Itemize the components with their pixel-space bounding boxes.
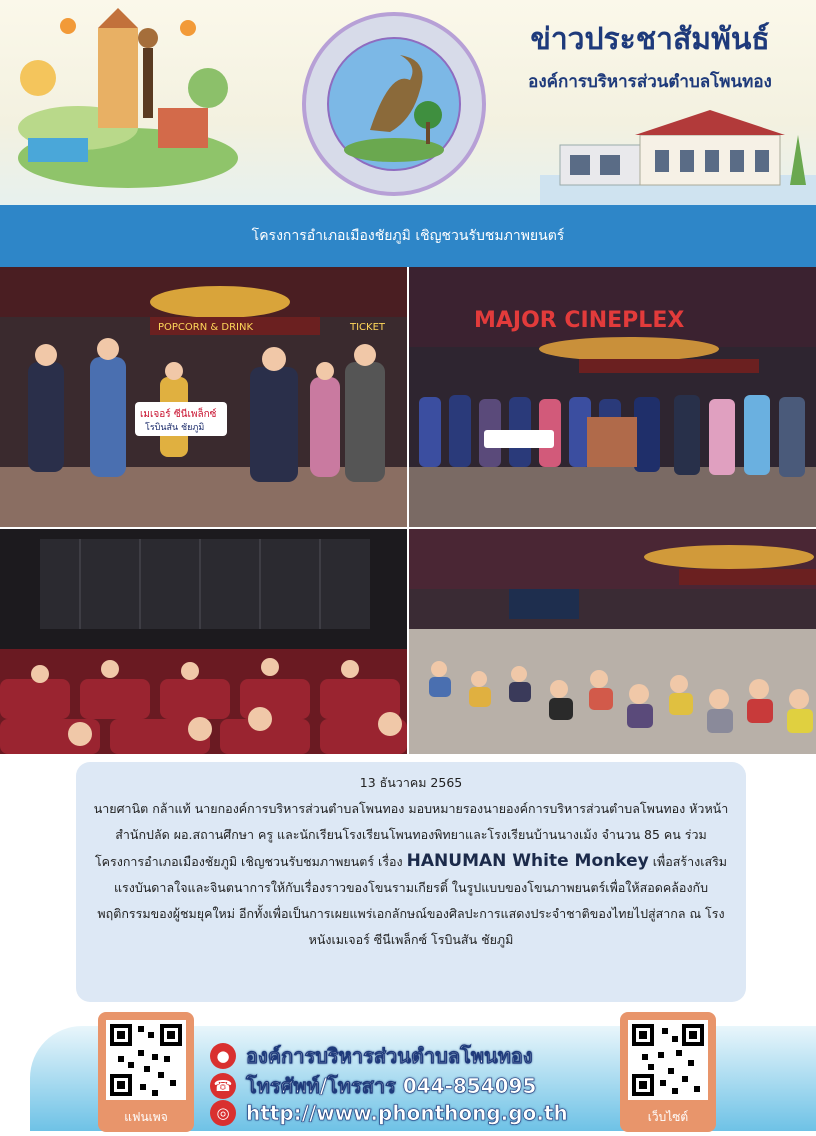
phone-icon: ☎ [210,1073,236,1099]
movie-title: HANUMAN White Monkey [406,851,649,871]
photo-group-lobby-2 [409,267,816,527]
photo-children-floor [409,529,816,754]
header [0,0,816,205]
footer-org-row [210,1040,533,1072]
qr-code-icon [106,1020,186,1100]
photo-theater-seats [0,529,407,754]
photo-sign-text: เมเจอร์ ซีนีเพล็กซ์ [140,409,217,420]
qr-code-icon [628,1020,708,1100]
qr-right-label: เว็บไซต์ [647,1110,689,1124]
globe-icon: ◎ [210,1100,236,1126]
ticket-sign: TICKET [350,322,386,333]
footer-phone-row [210,1070,536,1102]
office-building-illustration [540,105,816,205]
article-paragraph-2: เพื่อสร้างเสริมแรงบันดาลใจและจินตนาการให้กับเรื่องราวของโขนรามเกียรติ์ ในรูปแบบของโขนภาพยนตร์เพื่อให้สอดคล้องกับพฤติกรรมของผู้ชมยุคใหม่ อีกทั้งเพื่อเป็นการเผยแพร่เอกลักษณ์ของศิลปะการแสดงประจำชาติของไทยไปสู่สากล ณ โรงหนังเมเจอร์ ซีนีเพล็กซ์ โรบินสัน ชัยภูมิ [97,854,728,947]
article-paragraph-1: นายศานิต กล้าแท้ นายกองค์การบริหารส่วนตำบลโพนทอง มอบหมายรองนายองค์การบริหารส่วนตำบลโพนทอง หัวหน้าสำนักปลัด ผอ.สถานศึกษา ครู และนักเรียนโรงเรียนโพนทองพิทยาและโรงเรียนบ้านนางเม้ง จำนวน 85 คน ร่วมโครงการอำเภอเมืองชัยภูมิ เชิญชวนรับชมภาพยนตร์ เรื่อง [93,801,729,869]
qr-code-website[interactable] [620,1012,716,1132]
qr-left-label: แฟนเพจ [124,1110,168,1124]
headline-text: โครงการอำเภอเมืองชัยภูมิ เชิญชวนรับชมภาพยนตร์ [251,228,565,244]
organization-seal-logo [300,10,488,198]
organization-name: องค์การบริหารส่วนตำบลโพนทอง [528,72,772,92]
headline-banner [0,205,816,267]
article-text-box [76,762,746,1002]
article-date: 13 ธันวาคม 2565 [359,775,463,790]
newsletter-title: ข่าวประชาสัมพันธ์ [530,22,770,57]
footer-phone[interactable]: โทรศัพท์/โทรสาร 044-854095 [246,1074,537,1098]
photo-group-lobby-1 [0,267,407,527]
footer-org-name: องค์การบริหารส่วนตำบลโพนทอง [246,1044,533,1068]
footer [0,1010,816,1136]
qr-code-fanpage[interactable] [98,1012,194,1132]
popcorn-sign: POPCORN & DRINK [158,322,254,333]
footer-website-row [210,1100,568,1126]
photo-collage [0,267,816,754]
location-pin-icon: ● [210,1043,236,1069]
footer-website-link[interactable]: http://www.phonthong.go.th [246,1101,568,1125]
header-illustration [8,8,248,198]
article-body [92,796,730,953]
photo-sign-subtext: โรบินสัน ชัยภูมิ [145,423,205,433]
cinema-name-sign: MAJOR CINEPLEX [474,308,685,333]
